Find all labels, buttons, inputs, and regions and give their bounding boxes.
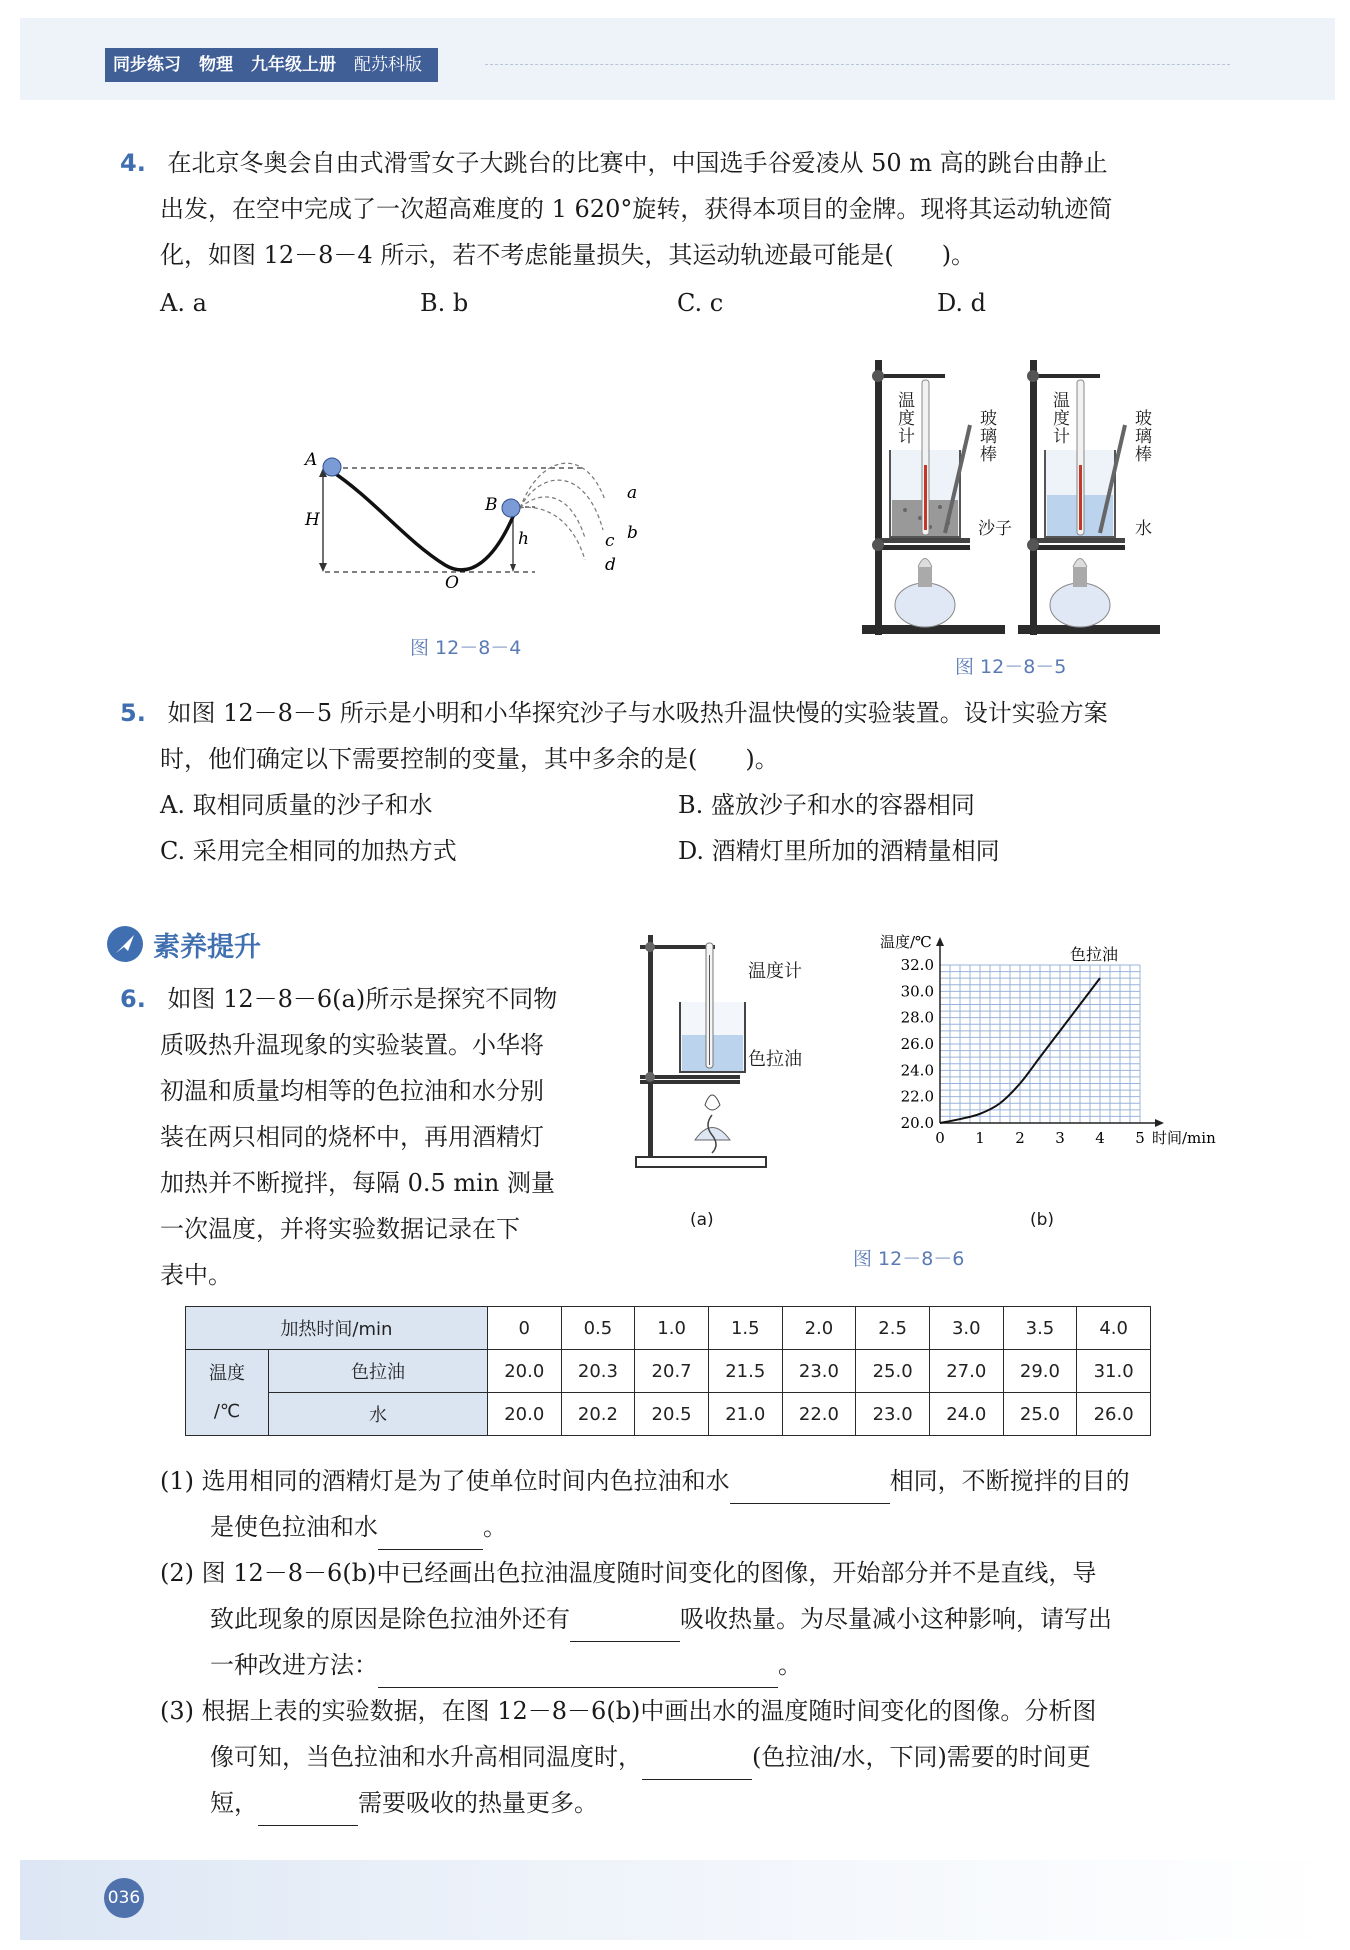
x-tick-label: 0 <box>935 1129 945 1147</box>
fig5-right-thermometer-label: 温度计 <box>1053 391 1070 447</box>
table-row-time <box>186 1307 1151 1350</box>
x-tick-label: 5 <box>1135 1129 1145 1147</box>
table-row-water <box>186 1393 1151 1436</box>
header-subject: 物理 <box>199 55 233 75</box>
q4-text-1: 在北京冬奥会自由式滑雪女子大跳台的比赛中，中国选手谷爱凌从 50 m 高的跳台由静止 <box>167 149 1108 177</box>
q6-sub3-text-d: 短， <box>210 1789 258 1817</box>
arrow-H-head-bottom <box>319 563 327 572</box>
q6-text-6: 一次温度，并将实验数据记录在下 <box>160 1215 520 1243</box>
q6-sub3-line3 <box>210 1780 598 1826</box>
table-cell: 29.0 <box>1003 1350 1077 1393</box>
q6-number: 6. <box>120 985 146 1013</box>
q6-text-4: 装在两只相同的烧杯中，再用酒精灯 <box>160 1123 544 1151</box>
table-cell: 0.5 <box>561 1307 635 1350</box>
q6-sub1-text-d: 。 <box>483 1513 507 1541</box>
y-tick-label: 32.0 <box>900 956 934 974</box>
table-cell: 25.0 <box>856 1350 930 1393</box>
ski-track <box>330 470 515 570</box>
header-edition: 配苏科版 <box>354 55 422 75</box>
q6-sub2-line3 <box>210 1642 802 1688</box>
q5-option-c[interactable]: C. 采用完全相同的加热方式 <box>160 837 457 865</box>
q6-sub3-text-c: (色拉油/水，下同)需要的时间更 <box>752 1743 1091 1771</box>
y-tick-label: 26.0 <box>900 1035 934 1053</box>
answer-blank-6[interactable] <box>258 1795 358 1826</box>
table-cell: 22.0 <box>782 1393 856 1436</box>
x-tick-label: 2 <box>1015 1129 1025 1147</box>
fig6a-thermometer-label: 温度计 <box>748 961 802 982</box>
q5-number: 5. <box>120 699 146 727</box>
table-cell: 24.0 <box>929 1393 1003 1436</box>
table-cell: 20.7 <box>635 1350 709 1393</box>
q4-text-2: 出发，在空中完成了一次超高难度的 1 620°旋转，获得本项目的金牌。现将其运动轨迹简 <box>160 195 1113 223</box>
q4-option-b[interactable]: B. b <box>420 289 469 317</box>
figure-12-8-5-caption: 图 12－8－5 <box>955 656 1067 678</box>
answer-blank-5[interactable] <box>642 1749 752 1780</box>
q6-sub2-text-a: (2) 图 12－8－6(b)中已经画出色拉油温度随时间变化的图像，开始部分并不是直线，导 <box>160 1559 1097 1587</box>
figure-12-8-4 <box>285 420 655 610</box>
table-cell: 0 <box>487 1307 561 1350</box>
fig5-left-thermometer-label: 温度计 <box>898 391 915 447</box>
table-cell: 20.5 <box>635 1393 709 1436</box>
label-a: a <box>627 483 638 503</box>
q6-sub3-text-e: 需要吸收的热量更多。 <box>358 1789 598 1817</box>
answer-blank-1[interactable] <box>730 1473 890 1504</box>
q6-text-7: 表中。 <box>160 1261 232 1289</box>
x-tick-label: 3 <box>1055 1129 1065 1147</box>
table-row-oil <box>186 1350 1151 1393</box>
q6-sub1-text-c: 是使色拉油和水 <box>210 1513 378 1541</box>
table-cell: 3.5 <box>1003 1307 1077 1350</box>
page-number: 036 <box>104 1878 144 1918</box>
table-cell: 20.3 <box>561 1350 635 1393</box>
q6-sub1-text-b: 相同，不断搅拌的目的 <box>889 1467 1130 1495</box>
answer-blank-2[interactable] <box>378 1519 483 1550</box>
table-cell: 21.5 <box>708 1350 782 1393</box>
fig6a-label: (a) <box>690 1210 714 1230</box>
q6-sub1-line1 <box>160 1458 1130 1504</box>
q6-sub1-line2 <box>210 1504 507 1550</box>
table-cell: 20.2 <box>561 1393 635 1436</box>
fig5-left-rod-label: 玻璃棒 <box>980 409 997 465</box>
q6-sub2-line2 <box>210 1596 1112 1642</box>
q6-sub3-text-a: (3) 根据上表的实验数据，在图 12－8－6(b)中画出水的温度随时间变化的图像。分析图 <box>160 1697 1097 1725</box>
ball-b-icon <box>502 499 520 517</box>
arrow-h-head-bottom <box>510 564 516 572</box>
ball-a-icon <box>323 458 341 476</box>
label-B: B <box>485 495 498 515</box>
label-d: d <box>605 555 616 575</box>
section-title: 素养提升 <box>153 932 261 963</box>
q6-text-1: 如图 12－8－6(a)所示是探究不同物 <box>167 985 558 1013</box>
q6-text-5: 加热并不断搅拌，每隔 0.5 min 测量 <box>160 1169 555 1197</box>
figure-12-8-6b-chart <box>875 918 1235 1218</box>
q6-sub2-text-b: 致此现象的原因是除色拉油外还有 <box>210 1605 570 1633</box>
table-header-oil: 色拉油 <box>269 1350 488 1393</box>
table-cell: 20.0 <box>487 1393 561 1436</box>
q6-sub3-text-b: 像可知，当色拉油和水升高相同温度时， <box>210 1743 642 1771</box>
table-header-time: 加热时间/min <box>186 1307 488 1350</box>
figure-12-8-6-caption: 图 12－8－6 <box>853 1248 965 1270</box>
path-c <box>520 497 585 538</box>
footer-band <box>20 1860 1335 1940</box>
header-grade: 九年级上册 <box>251 55 336 75</box>
answer-blank-3[interactable] <box>570 1611 680 1642</box>
fig6a-oil-label: 色拉油 <box>748 1049 802 1070</box>
x-axis-label: 时间/min <box>1152 1129 1216 1147</box>
table-cell: 1.5 <box>708 1307 782 1350</box>
y-tick-label: 30.0 <box>900 982 934 1001</box>
q4-number: 4. <box>120 149 146 177</box>
q6-sub2-text-c: 吸收热量。为尽量减小这种影响，请写出 <box>680 1605 1112 1633</box>
path-a <box>520 463 605 508</box>
fig5-right-content-label: 水 <box>1135 519 1152 539</box>
q4-text-3: 化，如图 12－8－4 所示，若不考虑能量损失，其运动轨迹最可能是( )。 <box>160 241 976 269</box>
figure-12-8-4-caption: 图 12－8－4 <box>410 637 522 659</box>
q4-option-a[interactable]: A. a <box>160 289 207 317</box>
q6-text-2: 质吸热升温现象的实验装置。小华将 <box>160 1031 544 1059</box>
q4-line1 <box>120 140 1108 186</box>
table-header-temp-2: /℃ <box>213 1400 241 1422</box>
x-tick-label: 4 <box>1095 1129 1105 1147</box>
q5-option-b[interactable]: B. 盛放沙子和水的容器相同 <box>678 791 975 819</box>
table-cell: 23.0 <box>856 1393 930 1436</box>
table-cell: 2.0 <box>782 1307 856 1350</box>
label-h: h <box>518 529 529 549</box>
rocket-icon <box>106 925 144 963</box>
y-axis-arrow-icon <box>936 937 944 946</box>
fig5-right-rod-label: 玻璃棒 <box>1135 409 1152 465</box>
table-cell: 3.0 <box>929 1307 1003 1350</box>
table-cell: 25.0 <box>1003 1393 1077 1436</box>
label-A: A <box>305 450 318 470</box>
q4-option-d[interactable]: D. d <box>937 289 987 317</box>
q6-text-3: 初温和质量均相等的色拉油和水分别 <box>160 1077 544 1105</box>
series-label-oil: 色拉油 <box>1070 945 1119 965</box>
x-axis-arrow-icon <box>1155 1119 1164 1127</box>
table-cell: 27.0 <box>929 1350 1003 1393</box>
table-cell: 31.0 <box>1077 1350 1151 1393</box>
table-cell: 23.0 <box>782 1350 856 1393</box>
q6-sub2-text-e: 。 <box>778 1651 802 1679</box>
apparatus-water <box>1018 360 1160 635</box>
book-header <box>105 48 438 82</box>
path-b <box>520 480 603 530</box>
q6-sub2-text-d: 一种改进方法： <box>210 1651 378 1679</box>
label-c: c <box>605 531 615 551</box>
label-O: O <box>445 573 459 593</box>
table-header-water: 水 <box>269 1393 488 1436</box>
q6-sub3-line2 <box>210 1734 1091 1780</box>
q5-text-1: 如图 12－8－5 所示是小明和小华探究沙子与水吸热升温快慢的实验装置。设计实验方案 <box>167 699 1108 727</box>
q6-sub1-text-a: (1) 选用相同的酒精灯是为了使单位时间内色拉油和水 <box>160 1467 730 1495</box>
answer-blank-4[interactable] <box>378 1657 778 1688</box>
q5-line1 <box>120 690 1108 736</box>
table-cell: 26.0 <box>1077 1393 1151 1436</box>
fig5-left-content-label: 沙子 <box>978 519 1012 539</box>
y-axis-label: 温度/℃ <box>880 933 932 951</box>
table-header-temp <box>186 1350 269 1436</box>
table-cell: 1.0 <box>635 1307 709 1350</box>
label-H: H <box>305 510 320 530</box>
header-divider <box>485 64 1230 66</box>
q5-text-2: 时，他们确定以下需要控制的变量，其中多余的是( )。 <box>160 745 779 773</box>
y-tick-label: 28.0 <box>900 1008 934 1027</box>
y-tick-label: 20.0 <box>900 1114 934 1132</box>
table-cell: 20.0 <box>487 1350 561 1393</box>
y-tick-label: 22.0 <box>900 1087 934 1106</box>
label-b: b <box>627 523 638 543</box>
header-book: 同步练习 <box>113 55 181 75</box>
y-tick-label: 24.0 <box>900 1061 934 1080</box>
q6-line1 <box>120 976 557 1022</box>
fig6b-label: (b) <box>1030 1210 1055 1230</box>
table-cell: 4.0 <box>1077 1307 1151 1350</box>
data-table <box>185 1306 1151 1436</box>
apparatus-sand <box>862 360 1005 635</box>
table-cell: 21.0 <box>708 1393 782 1436</box>
table-header-temp-1: 温度 <box>209 1362 245 1384</box>
q4-option-c[interactable]: C. c <box>677 289 724 317</box>
q5-option-d[interactable]: D. 酒精灯里所加的酒精量相同 <box>678 837 1000 865</box>
q5-option-a[interactable]: A. 取相同质量的沙子和水 <box>160 791 433 819</box>
table-cell: 2.5 <box>856 1307 930 1350</box>
x-tick-label: 1 <box>975 1129 985 1147</box>
